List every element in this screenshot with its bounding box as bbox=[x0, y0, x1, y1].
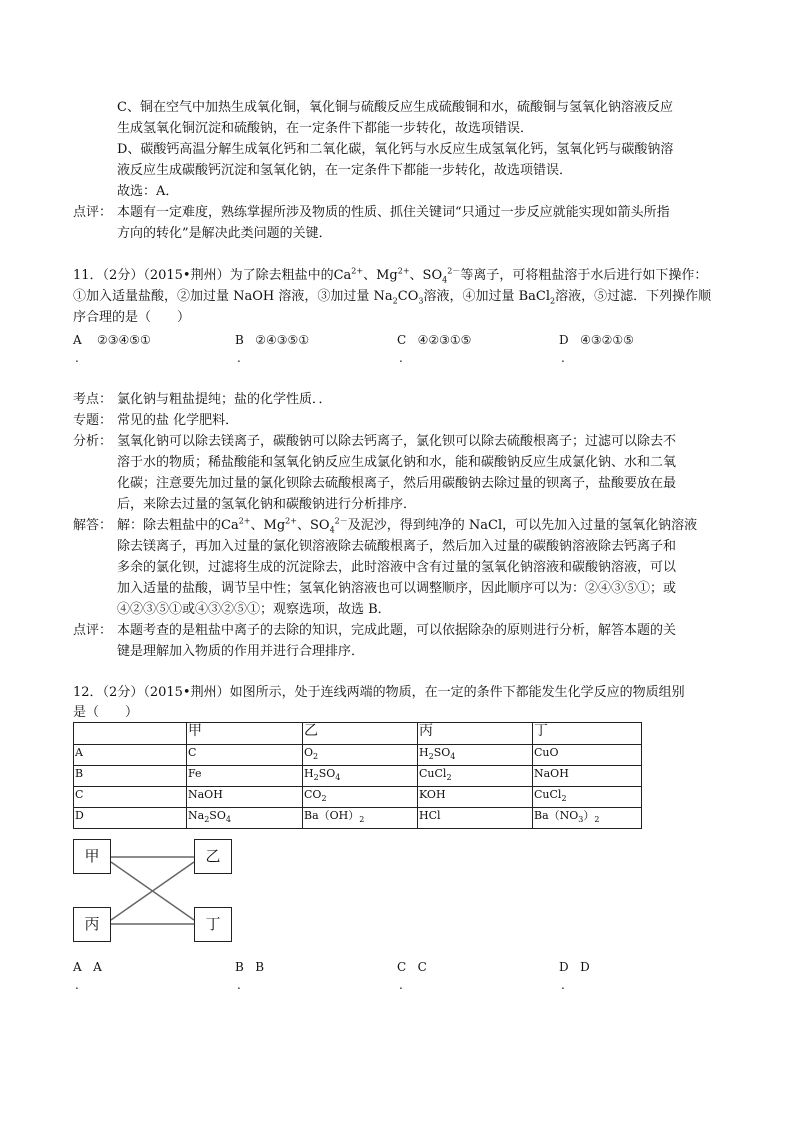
q12-option-d[interactable]: D D bbox=[559, 960, 590, 974]
table-cell: $CO_2$ bbox=[303, 787, 418, 808]
table-cell: Fe bbox=[187, 766, 303, 787]
ion-mg: $Mg^{2+}$ bbox=[376, 266, 410, 283]
jieda-line-first: 解：除去粗盐中的$Ca^{2+}$、$Mg^{2+}$、$SO_4^{2-}$及泥沙，得到纯净的 NaCl，可以先加入过量的氢氧化钠溶液 bbox=[117, 516, 698, 535]
d-explanation-line1: D、碳酸钙高温分解生成氧化钙和二氧化碳，氧化钙与水反应生成氢氧化钙，氢氧化钙与碳酸钠溶 bbox=[117, 142, 674, 157]
review-line2: 方向的转化”是解决此类问题的关键． bbox=[117, 226, 332, 241]
table-header-cell: 乙 bbox=[303, 723, 418, 745]
jieda-line: 加入适量的盐酸，调节呈中性；氢氧化钠溶液也可以调整顺序，因此顺序可以为：②④③⑤①；或 bbox=[117, 581, 677, 596]
q12-option-b[interactable]: B B bbox=[235, 960, 265, 974]
c-explanation-line1: C、铜在空气中加热生成氧化铜，氧化铜与硫酸反应生成硫酸铜和水，硫酸铜与氢氧化钠溶液反应 bbox=[117, 100, 673, 115]
answer-line: 故选：A． bbox=[117, 184, 179, 199]
fenxi-line: 后，来除去过量的氢氧化钠和碳酸钠进行分析排序． bbox=[117, 497, 417, 512]
q11-stem-line2: ①加入适量盐酸，②加过量 NaOH 溶液，③加过量 $Na_2CO_3$溶液，④加过量 BaCl$_2$溶液，⑤过滤．下列操作顺 bbox=[73, 289, 712, 306]
table-cell: C bbox=[74, 787, 187, 808]
review-line1: 本题有一定难度，熟练掌握所涉及物质的性质、抓住关键词“只通过一步反应就能实现如箭头所指 bbox=[117, 205, 670, 220]
q11-head-tail: 等离子，可将粗盐溶于水后进行如下操作： bbox=[460, 268, 708, 283]
fenxi-line: 氢氧化钠可以除去镁离子，碳酸钠可以除去钙离子，氯化钡可以除去硫酸根离子；过滤可以除去不 bbox=[117, 434, 677, 449]
table-header-cell: 甲 bbox=[187, 723, 303, 745]
kaodian-text: 氯化钠与粗盐提纯；盐的化学性质．． bbox=[117, 392, 332, 407]
q12-option-b-dot: . bbox=[237, 978, 241, 992]
q12-option-d-dot: . bbox=[561, 978, 565, 992]
diagram-box-bing: 丙 bbox=[73, 907, 111, 942]
table-cell: $Ba(OH)_2$ bbox=[303, 808, 418, 829]
table-header-cell: 丁 bbox=[533, 723, 642, 745]
q12-option-c-dot: . bbox=[399, 978, 403, 992]
diagram-box-yi: 乙 bbox=[194, 839, 232, 874]
dianping-line: 本题考查的是粗盐中离子的去除的知识，完成此题，可以依据除杂的原则进行分析，解答本题的关 bbox=[117, 623, 677, 638]
table-header-cell: 丙 bbox=[418, 723, 533, 745]
table-cell: CuO bbox=[533, 745, 642, 766]
q11-stem-line3: 序合理的是（ ） bbox=[73, 310, 191, 325]
table-cell: NaOH bbox=[187, 787, 303, 808]
table-cell: $H_2SO_4$ bbox=[418, 745, 533, 766]
table-cell: KOH bbox=[418, 787, 533, 808]
diagram-box-jia: 甲 bbox=[73, 839, 111, 874]
q12-option-a[interactable]: A A bbox=[73, 960, 102, 974]
q12-stem-line1: 12．（2分）（2015•荆州）如图所示，处于连线两端的物质，在一定的条件下都能发生化学反应的物质组别 bbox=[73, 685, 685, 700]
table-cell: $O_2$ bbox=[303, 745, 418, 766]
fenxi-line: 化碳；注意要先加过量的氯化钡除去硫酸根离子，然后用碳酸钠去除过量的钡离子，盐酸要放在最 bbox=[117, 476, 677, 491]
jieda-label: 解答： bbox=[73, 518, 113, 533]
q11-option-b[interactable]: B ②④③⑤① bbox=[235, 333, 310, 347]
ion-ca: $Ca^{2+}$ bbox=[333, 266, 364, 283]
q11-option-c[interactable]: C ④②③①⑤ bbox=[397, 333, 472, 347]
fenxi-line: 溶于水的物质；稀盐酸能和氢氧化钠反应生成氯化钠和水，能和碳酸钠反应生成氯化钠、水和二氧 bbox=[117, 455, 677, 470]
q12-option-c[interactable]: C C bbox=[397, 960, 427, 974]
diagram-box-ding: 丁 bbox=[194, 907, 232, 942]
q11-stem-line1: 11．（2分）（2015•荆州）为了除去粗盐中的$Ca^{2+}$、$Mg^{2+}$、$SO_4^{2-}$等离子，可将粗盐溶于水后进行如下操作： bbox=[73, 266, 708, 285]
q11-option-a-dot: . bbox=[75, 351, 79, 365]
review-label: 点评： bbox=[73, 205, 113, 220]
q11-option-d[interactable]: D ④③②①⑤ bbox=[559, 333, 634, 347]
table-cell: CuCl$_2$ bbox=[418, 766, 533, 787]
table-cell: C bbox=[187, 745, 303, 766]
q11-head: 11．（2分）（2015•荆州）为了除去粗盐中的 bbox=[73, 268, 334, 283]
table-cell: NaOH bbox=[533, 766, 642, 787]
table-cell: A bbox=[74, 745, 187, 766]
kaodian-label: 考点： bbox=[73, 392, 113, 407]
q12-stem-line2: 是（ ） bbox=[73, 705, 139, 720]
dianping-label: 点评： bbox=[73, 623, 113, 638]
jieda-line: ④②③⑤①或④③②⑤①；观察选项，故选 B． bbox=[117, 602, 391, 617]
q11-option-d-dot: . bbox=[561, 351, 565, 365]
table-cell: $Na_2SO_4$ bbox=[187, 808, 303, 829]
jieda-line: 多余的氯化钡，过滤将生成的沉淀除去，此时溶液中含有过量的氢氧化钠溶液和碳酸钠溶液，可以 bbox=[117, 560, 677, 575]
zhuanti-text: 常见的盐 化学肥料． bbox=[117, 413, 239, 428]
q11-option-c-dot: . bbox=[399, 351, 403, 365]
table-cell: $H_2SO_4$ bbox=[303, 766, 418, 787]
q11-option-b-dot: . bbox=[237, 351, 241, 365]
jieda-line: 除去镁离子，再加入过量的氯化钡溶液除去硫酸根离子，然后加入过量的碳酸钠溶液除去钙离子和 bbox=[117, 539, 677, 554]
ion-so4: $SO_4^{2-}$ bbox=[422, 266, 461, 285]
c-explanation-line2: 生成氢氧化铜沉淀和硫酸钠，在一定条件下都能一步转化，故选项错误． bbox=[117, 121, 534, 136]
table-cell: HCl bbox=[418, 808, 533, 829]
q11-option-a[interactable]: A ②③④⑤① bbox=[73, 333, 151, 347]
q12-option-a-dot: . bbox=[75, 978, 79, 992]
fenxi-label: 分析： bbox=[73, 434, 113, 449]
d-explanation-line2: 液反应生成碳酸钙沉淀和氢氧化钠，在一定条件下都能一步转化，故选项错误． bbox=[117, 163, 573, 178]
table-cell: D bbox=[74, 808, 187, 829]
table-cell: CuCl$_2$ bbox=[533, 787, 642, 808]
dianping-line: 键是理解加入物质的作用并进行合理排序． bbox=[117, 644, 365, 659]
zhuanti-label: 专题： bbox=[73, 413, 113, 428]
table-cell: B bbox=[74, 766, 187, 787]
table-cell: $Ba(NO_3)_2$ bbox=[533, 808, 642, 829]
